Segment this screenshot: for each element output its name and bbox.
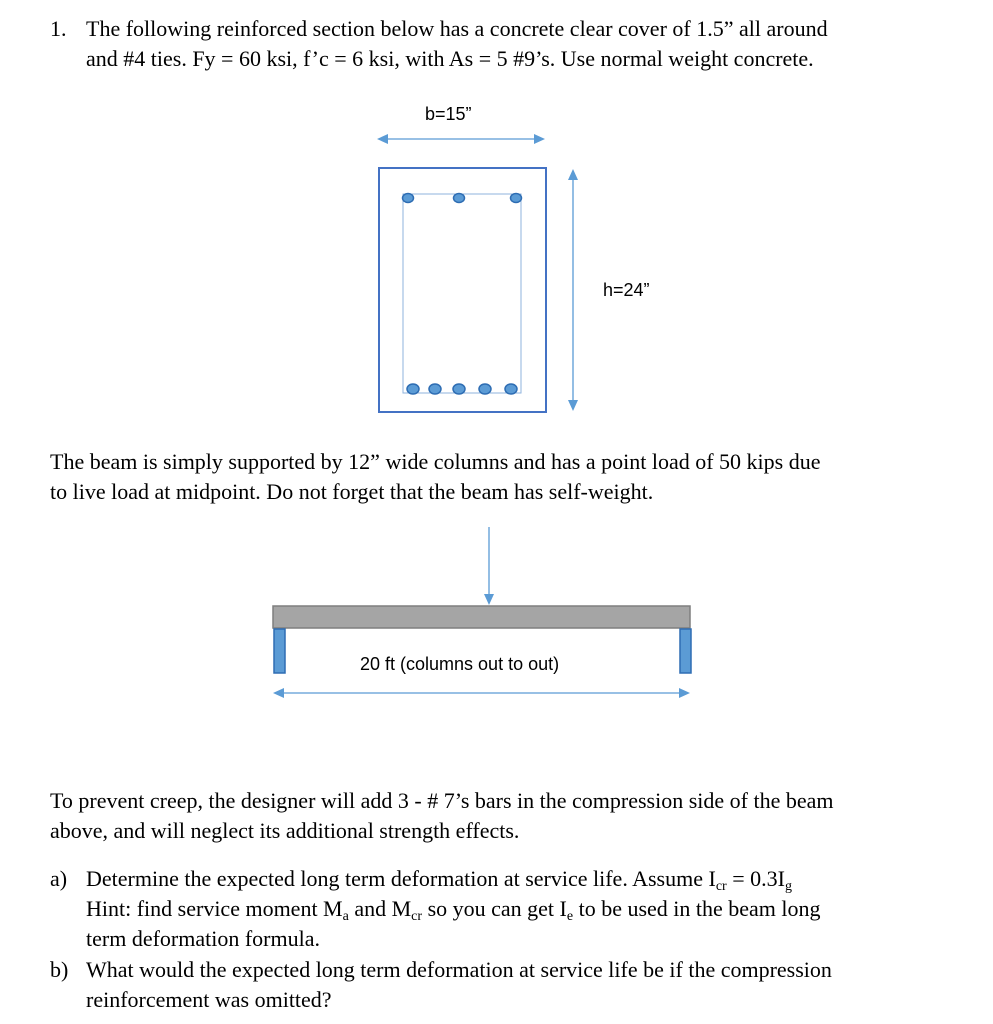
top-bars — [403, 194, 522, 203]
rebar-bottom-3 — [453, 384, 465, 394]
rebar-top-3 — [511, 194, 522, 203]
tie-outline — [403, 194, 521, 393]
question-line-1: The following reinforced section below has a concrete clear cover of 1.5” all around — [86, 16, 828, 41]
rebar-bottom-2 — [429, 384, 441, 394]
question-number: 1. — [50, 16, 67, 41]
rebar-bottom-1 — [407, 384, 419, 394]
rebar-top-2 — [454, 194, 465, 203]
part-b-line-2: reinforcement was omitted? — [86, 987, 332, 1012]
part-b-line-1: What would the expected long term deformation at service life be if the compression — [86, 957, 832, 982]
part-a-marker: a) — [50, 866, 68, 891]
left-column — [274, 629, 285, 673]
part-a-line-3: term deformation formula. — [86, 926, 320, 951]
rebar-bottom-5 — [505, 384, 517, 394]
point-load-arrowhead — [484, 594, 494, 605]
question-line-2: and #4 ties. Fy = 60 ksi, f’c = 6 ksi, with As = 5 #9’s. Use normal weight concrete. — [86, 46, 814, 71]
support-text — [50, 447, 820, 507]
right-column — [680, 629, 691, 673]
rebar-top-1 — [403, 194, 414, 203]
creep-line-2: above, and will neglect its additional strength effects. — [50, 818, 520, 843]
width-label: b=15” — [425, 104, 472, 124]
part-b-marker: b) — [50, 957, 69, 982]
height-dimension-arrow — [568, 169, 578, 411]
creep-line-1: To prevent creep, the designer will add 3 - # 7’s bars in the compression side of the beam — [50, 788, 834, 813]
rebar-bottom-4 — [479, 384, 491, 394]
support-line-1: The beam is simply supported by 12” wide columns and has a point load of 50 kips due — [50, 449, 821, 474]
part-a-line-1: Determine the expected long term deformation at service life. Assume $I_{cr} = 0.3I_g$ — [86, 866, 792, 894]
height-label: h=24” — [603, 280, 650, 300]
part-b — [50, 955, 832, 1015]
part-a — [50, 864, 821, 954]
creep-text — [50, 786, 834, 846]
beam — [273, 606, 690, 628]
part-a-line-2: Hint: find service moment $M_a$ and $M_{cr}$ so you can get $I_e$ to be used in the beam long — [86, 896, 821, 924]
span-label: 20 ft (columns out to out) — [360, 654, 560, 674]
width-dimension-arrow — [377, 134, 545, 144]
support-line-2: to live load at midpoint. Do not forget that the beam has self-weight. — [50, 479, 654, 504]
